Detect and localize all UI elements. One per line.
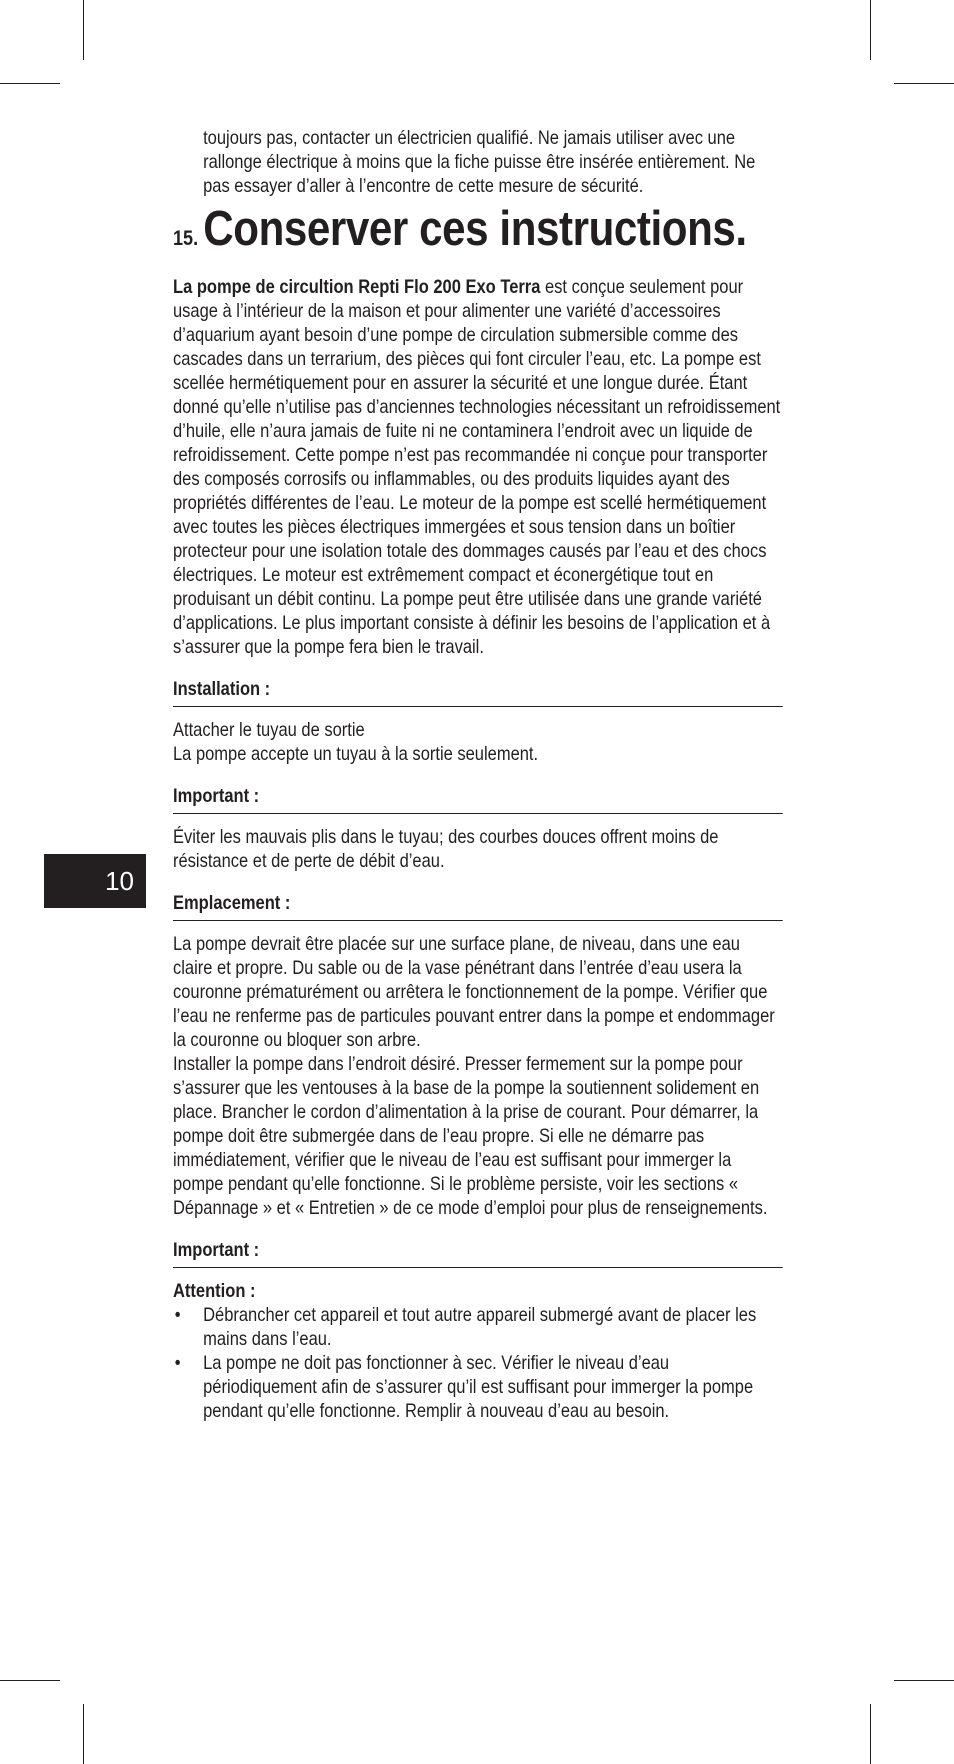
emplacement-paragraph-2: Installer la pompe dans l’endroit désiré. Presser fermement sur la pompe pour s’assurer que les ventouses à la base de la pompe la soutiennent solidement en place. Brancher le cordon d’alimentation à la prise de courant. Pour démarrer, la pompe doit être submergée dans de l’eau propre. Si elle ne démarre pas immédiatement, vérifier que le niveau de l’eau est suffisant pour immerger la pompe pendant qu’elle fonctionne. Si le problème persiste, voir les sections « Dépannage » et « Entretien » de ce mode d’emploi pour plus de renseignements.: [173, 1054, 768, 1219]
description-text: est conçue seulement pour usage à l’intérieur de la maison et pour alimenter une variété d’accessoires d’aquarium ayant besoin d’une pompe de circulation submersible comme des cascades dans un terrarium, des pièces qui font circuler l’eau, etc. La pompe est scellée hermétiquement pour en assurer la sécurité et une longue durée. Étant donné qu’elle n’utilise pas d’anciennes technologies nécessitant un refroidissement d’huile, elle n’aura jamais de fuite ni ne contaminera l’endroit avec un liquide de refroidissement. Cette pompe n’est pas recommandée ni conçue pour transporter des composés corrosifs ou inflammables, ou des produits liquides ayant des propriétés différentes de l’eau. Le moteur de la pompe est scellé hermétiquement avec toutes les pièces électriques immergées et sous tension dans un boîtier protecteur pour une isolation totale des dommages causés par l’eau et des chocs électriques. Le moteur est extrêmement compact et éconergétique tout en produisant un débit continu. La pompe peut être utilisée dans une grande variété d’applications. Le plus important consiste à définir les besoins de l’application et à s’assurer que la pompe fera bien le travail.: [173, 277, 781, 658]
section-heading: [173, 199, 783, 276]
important-label-1: Important :: [173, 785, 783, 814]
installation-line-2: La pompe accepte un tuyau à la sortie seulement.: [173, 744, 539, 765]
crop-mark: [894, 83, 954, 84]
attention-label: Attention :: [173, 1281, 256, 1302]
document-body: [173, 127, 783, 1424]
section-title: Conserver ces instructions.: [203, 202, 747, 256]
crop-mark: [83, 1704, 84, 1764]
crop-mark: [0, 1680, 60, 1681]
list-item: [173, 1304, 783, 1352]
list-item-text: Débrancher cet appareil et tout autre appareil submergé avant de placer les mains dans l’eau.: [203, 1305, 757, 1350]
attention-list: [173, 1304, 783, 1424]
list-item: [173, 1352, 783, 1424]
bullet: •: [174, 1305, 181, 1326]
crop-mark: [870, 1704, 871, 1764]
crop-mark: [83, 0, 84, 60]
bullet: •: [174, 1353, 181, 1374]
important-label-2: Important :: [173, 1239, 783, 1268]
installation-line-1: Attacher le tuyau de sortie: [173, 720, 365, 741]
crop-mark: [894, 1680, 954, 1681]
page-number-tab: [44, 854, 146, 908]
description-paragraph: [173, 276, 783, 660]
section-number: 15.: [173, 227, 199, 250]
important-text-1: Éviter les mauvais plis dans le tuyau; des courbes douces offrent moins de résistance et de perte de débit d’eau.: [173, 827, 719, 872]
emplacement-paragraph-1: La pompe devrait être placée sur une surface plane, de niveau, dans une eau claire et propre. Du sable ou de la vase pénétrant dans l’entrée d’eau usera la couronne prématurément ou arrêtera le fonctionnement de la pompe. Vérifier que l’eau ne renferme pas de particules pouvant entrer dans la pompe et endommager la couronne ou bloquer son arbre.: [173, 934, 775, 1051]
emplacement-label: Emplacement :: [173, 892, 783, 921]
crop-mark: [0, 83, 60, 84]
list-item-text: La pompe ne doit pas fonctionner à sec. Vérifier le niveau d’eau périodiquement afin de s’assurer qu’il est suffisant pour immerger la pompe pendant qu’elle fonctionne. Remplir à nouveau d’eau au besoin.: [203, 1353, 754, 1422]
crop-mark: [870, 0, 871, 60]
product-name: La pompe de circultion Repti Flo 200 Exo Terra: [173, 277, 541, 298]
page-number: 10: [105, 865, 134, 896]
installation-label: Installation :: [173, 678, 783, 707]
intro-tail-paragraph: toujours pas, contacter un électricien qualifié. Ne jamais utiliser avec une rallonge électrique à moins que la fiche puisse être insérée entièrement. Ne pas essayer d’aller à l’encontre de cette mesure de sécurité.: [203, 128, 756, 197]
